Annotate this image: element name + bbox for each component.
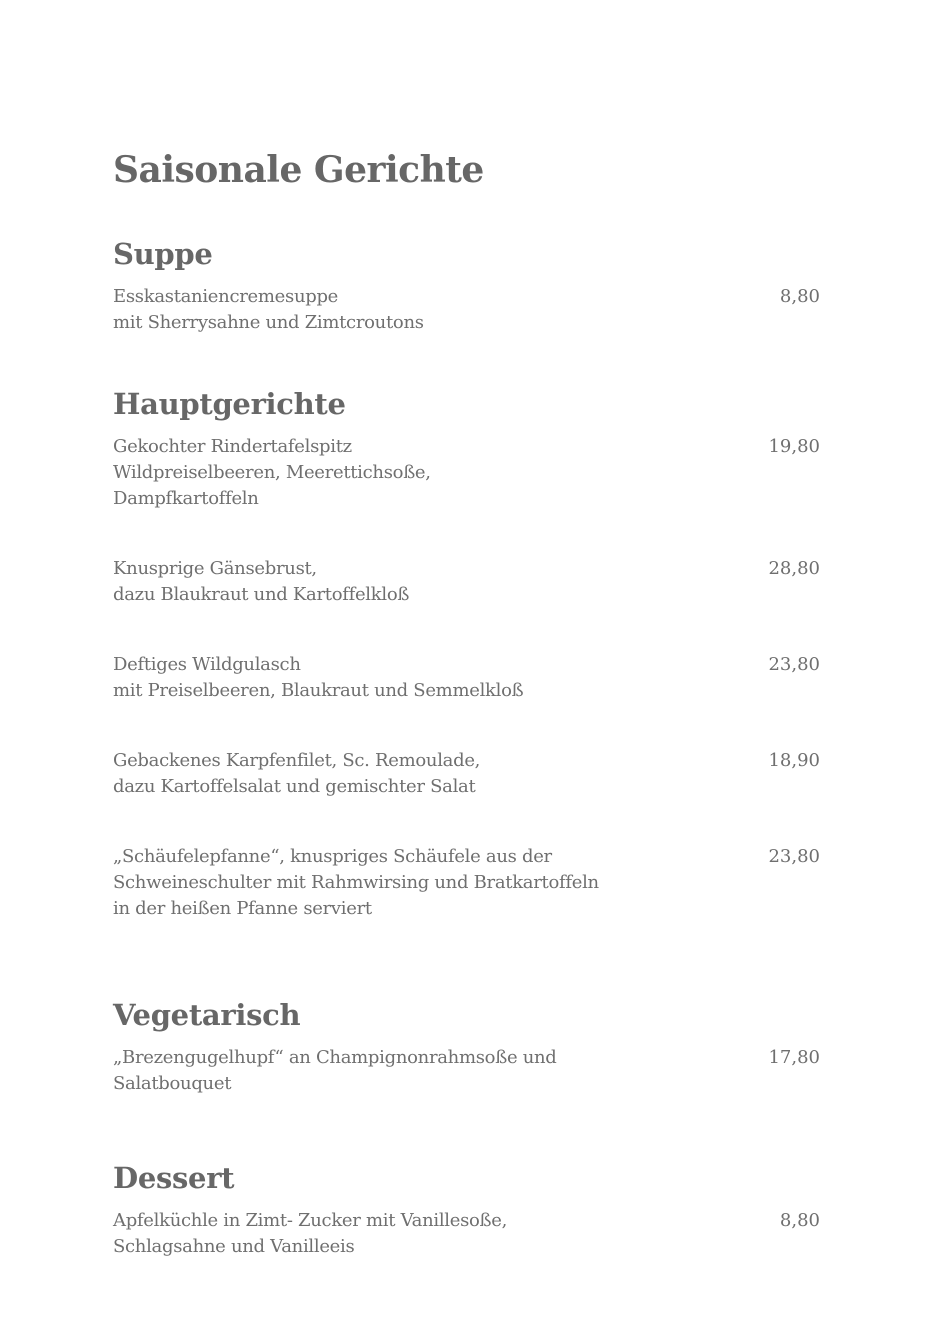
menu-sections: [113, 237, 820, 1259]
menu-item: [113, 284, 820, 336]
dish-description-line: Schlagsahne und Vanilleeis: [113, 1235, 355, 1257]
dish-price: 8,80: [779, 1209, 820, 1231]
dish-description: [113, 284, 424, 336]
section-heading-hauptgerichte: Hauptgerichte: [113, 387, 346, 422]
dish-description-line: dazu Kartoffelsalat und gemischter Salat: [113, 775, 476, 797]
dish-description: [113, 1208, 507, 1260]
menu-item: [113, 1208, 820, 1260]
menu-item: [113, 748, 820, 800]
menu-item: [113, 1045, 820, 1097]
dish-description-line: Deftiges Wildgulasch: [113, 653, 301, 675]
dish-description-line: dazu Blaukraut und Kartoffelkloß: [113, 583, 410, 605]
dish-description: [113, 748, 480, 800]
dish-description-line: Dampfkartoffeln: [113, 487, 259, 509]
dish-price: 17,80: [768, 1046, 820, 1068]
section-items: [113, 284, 820, 336]
menu-item: [113, 556, 820, 608]
menu-item: [113, 434, 820, 512]
dish-price: 19,80: [768, 435, 820, 457]
dish-description-line: in der heißen Pfanne serviert: [113, 897, 372, 919]
dish-description-line: Gebackenes Karpfenfilet, Sc. Remoulade,: [113, 749, 481, 771]
section-items: [113, 1208, 820, 1260]
section-heading-suppe: Suppe: [113, 237, 213, 272]
dish-description: [113, 556, 409, 608]
dish-description: [113, 434, 431, 512]
menu-section: [113, 237, 820, 336]
dish-description-line: Knusprige Gänsebrust,: [113, 557, 317, 579]
section-heading-vegetarisch: Vegetarisch: [113, 997, 301, 1032]
dish-description-line: „Brezengugelhupf“ an Champignonrahmsoße und: [113, 1046, 557, 1068]
menu-section: [113, 387, 820, 922]
dish-description: [113, 652, 523, 704]
menu-item: [113, 652, 820, 704]
section-heading-dessert: Dessert: [113, 1160, 235, 1195]
section-items: [113, 434, 820, 922]
dish-description-line: mit Sherrysahne und Zimtcroutons: [113, 312, 424, 334]
dish-price: 28,80: [768, 557, 820, 579]
dish-description-line: Salatbouquet: [113, 1072, 232, 1094]
dish-description-line: Esskastaniencremesuppe: [113, 286, 339, 308]
dish-price: 23,80: [768, 845, 820, 867]
dish-description: [113, 844, 599, 922]
dish-description-line: Schweineschulter mit Rahmwirsing und Bratkartoffeln: [113, 871, 599, 893]
menu-section: [113, 1161, 820, 1260]
menu-section: [113, 998, 820, 1097]
dish-description-line: mit Preiselbeeren, Blaukraut und Semmelkloß: [113, 679, 524, 701]
dish-description-line: Apfelküchle in Zimt- Zucker mit Vanillesoße,: [113, 1209, 508, 1231]
dish-description: [113, 1045, 557, 1097]
dish-description-line: „Schäufelepfanne“, knuspriges Schäufele aus der: [113, 845, 552, 867]
menu-item: [113, 844, 820, 922]
menu-title: Saisonale Gerichte: [113, 149, 484, 191]
dish-price: 23,80: [768, 653, 820, 675]
dish-description-line: Wildpreiselbeeren, Meerettichsoße,: [113, 461, 431, 483]
dish-price: 8,80: [779, 286, 820, 308]
section-items: [113, 1045, 820, 1097]
dish-description-line: Gekochter Rindertafelspitz: [113, 435, 352, 457]
dish-price: 18,90: [768, 749, 820, 771]
